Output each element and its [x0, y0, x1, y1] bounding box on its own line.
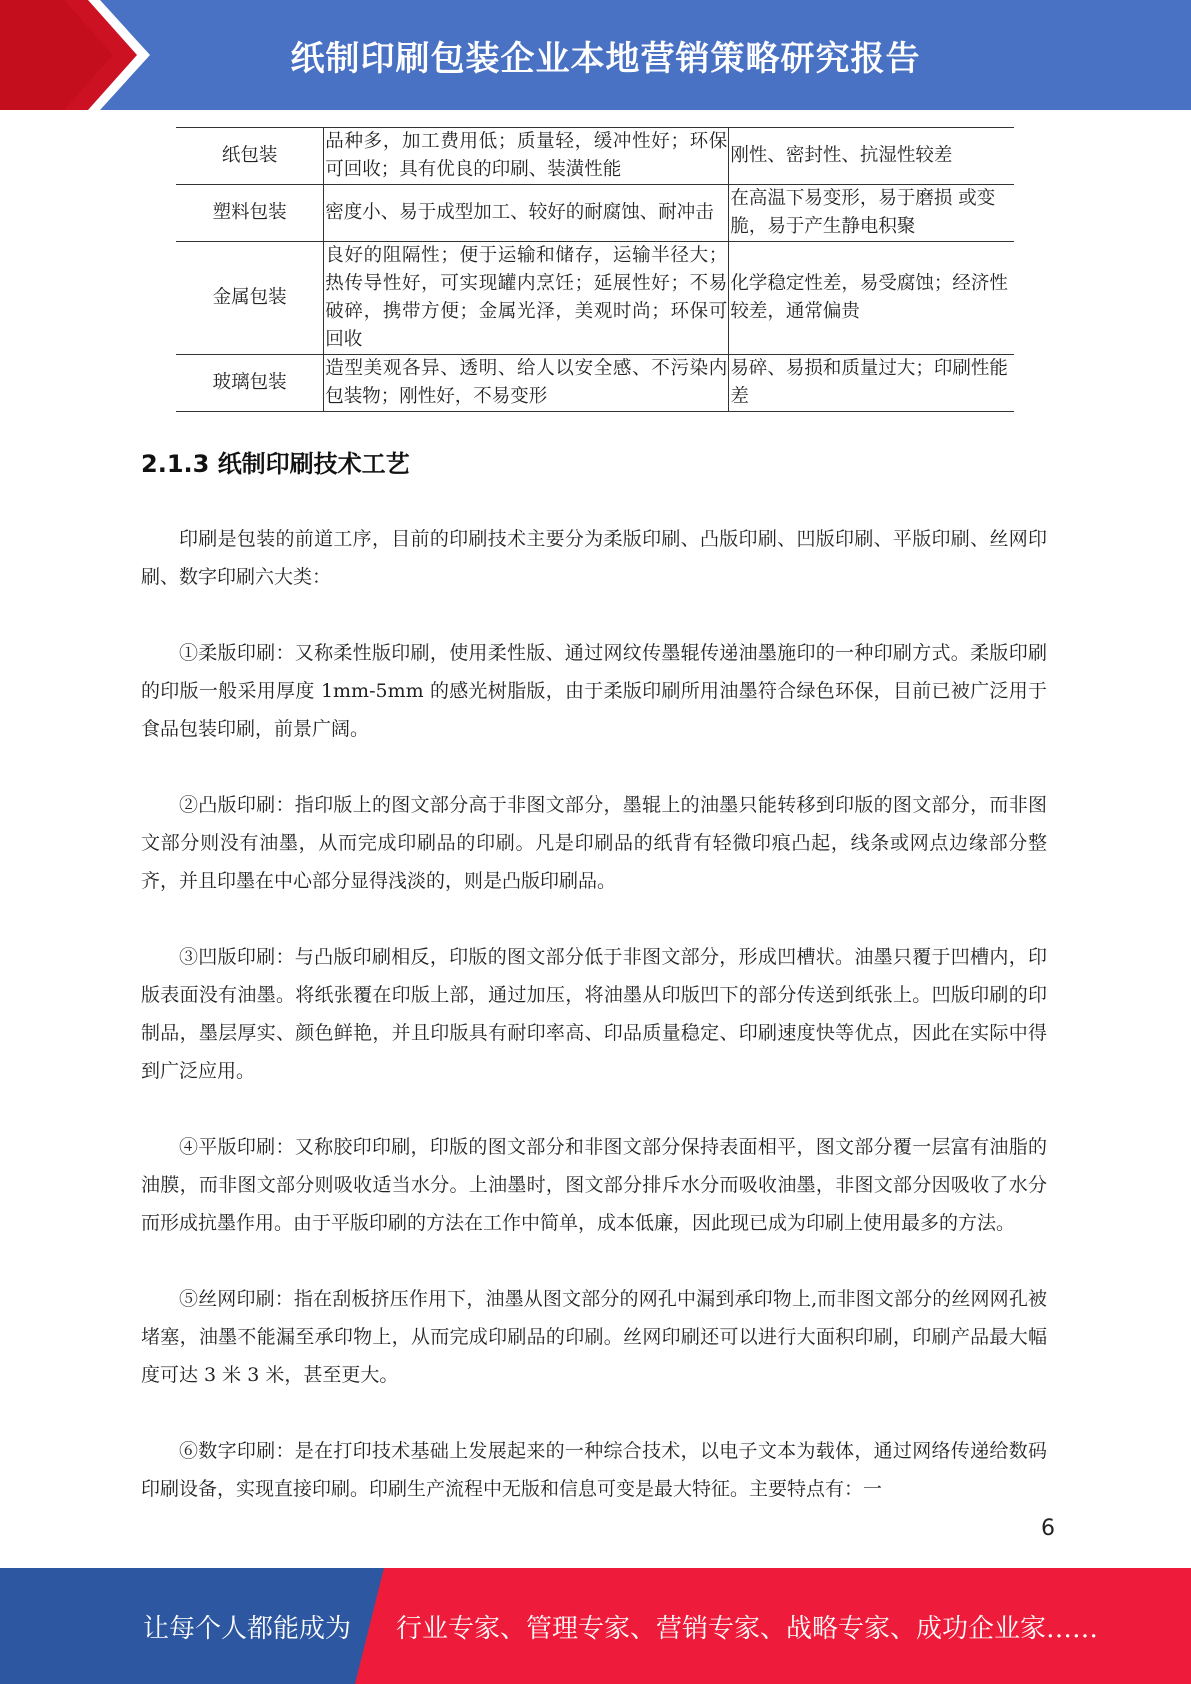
packaging-type-cell: 玻璃包装 [176, 355, 324, 412]
advantages-cell: 品种多，加工费用低；质量轻，缓冲性好；环保可回收；具有优良的印刷、装潢性能 [324, 128, 729, 185]
disadvantages-cell: 刚性、密封性、抗湿性较差 [729, 128, 1014, 185]
disadvantages-cell: 在高温下易变形，易于磨损 或变脆，易于产生静电积聚 [729, 185, 1014, 242]
page-number: 6 [1041, 1516, 1055, 1541]
table-row [176, 128, 1014, 185]
table-row [176, 185, 1014, 242]
page-header [0, 0, 1191, 110]
disadvantages-cell: 化学稳定性差，易受腐蚀；经济性较差，通常偏贵 [729, 242, 1014, 355]
table-row [176, 355, 1014, 412]
section-body [141, 520, 1047, 1546]
advantages-cell: 良好的阻隔性；便于运输和储存，运输半径大；热传导性好，可实现罐内烹饪；延展性好；不易破碎，携带方便；金属光泽，美观时尚；环保可回收 [324, 242, 729, 355]
packaging-type-cell: 纸包装 [176, 128, 324, 185]
section-heading: 2.1.3 纸制印刷技术工艺 [141, 450, 410, 478]
letterpress-printing-paragraph: ②凸版印刷：指印版上的图文部分高于非图文部分，墨辊上的油墨只能转移到印版的图文部分，而非图文部分则没有油墨，从而完成印刷品的印刷。凡是印刷品的纸背有轻微印痕凸起，线条或网点边缘部分整齐，并且印墨在中心部分显得浅淡的，则是凸版印刷品。 [141, 794, 1047, 892]
flexo-printing-paragraph: ①柔版印刷：又称柔性版印刷，使用柔性版、通过网纹传墨辊传递油墨施印的一种印刷方式。柔版印刷的印版一般采用厚度 1mm-5mm 的感光树脂版，由于柔版印刷所用油墨符合绿色环保，目前已被广泛用于食品包装印刷，前景广阔。 [141, 642, 1047, 740]
advantages-cell: 密度小、易于成型加工、较好的耐腐蚀、耐冲击 [324, 185, 729, 242]
packaging-type-cell: 金属包装 [176, 242, 324, 355]
gravure-printing-paragraph: ③凹版印刷：与凸版印刷相反，印版的图文部分低于非图文部分，形成凹槽状。油墨只覆于凹槽内，印版表面没有油墨。将纸张覆在印版上部，通过加压，将油墨从印版凹下的部分传送到纸张上。凹版印刷的印制品，墨层厚实、颜色鲜艳，并且印版具有耐印率高、印品质量稳定、印刷速度快等优点，因此在实际中得到广泛应用。 [141, 946, 1047, 1082]
screen-printing-paragraph: ⑤丝网印刷：指在刮板挤压作用下，油墨从图文部分的网孔中漏到承印物上,而非图文部分的丝网网孔被堵塞，油墨不能漏至承印物上，从而完成印刷品的印刷。丝网印刷还可以进行大面积印刷，印刷产品最大幅度可达 3 米 3 米，甚至更大。 [141, 1288, 1047, 1386]
packaging-comparison-table [176, 127, 1014, 412]
offset-printing-paragraph: ④平版印刷：又称胶印印刷，印版的图文部分和非图文部分保持表面相平，图文部分覆一层富有油脂的油膜，而非图文部分则吸收适当水分。上油墨时，图文部分排斥水分而吸收油墨，非图文部分因吸收了水分而形成抗墨作用。由于平版印刷的方法在工作中简单，成本低廉，因此现已成为印刷上使用最多的方法。 [141, 1136, 1047, 1234]
advantages-cell: 造型美观各异、透明、给人以安全感、不污染内包装物；刚性好，不易变形 [324, 355, 729, 412]
intro-paragraph: 印刷是包装的前道工序，目前的印刷技术主要分为柔版印刷、凸版印刷、凹版印刷、平版印刷、丝网印刷、数字印刷六大类： [141, 528, 1047, 588]
page-footer [0, 1568, 1191, 1684]
table-row [176, 242, 1014, 355]
digital-printing-paragraph: ⑥数字印刷：是在打印技术基础上发展起来的一种综合技术，以电子文本为载体，通过网络传递给数码印刷设备，实现直接印刷。印刷生产流程中无版和信息可变是最大特征。主要特点有：一 [141, 1440, 1047, 1500]
packaging-type-cell: 塑料包装 [176, 185, 324, 242]
footer-slogan-left: 让每个人都能成为 [143, 1613, 352, 1644]
footer-slogan-right: 行业专家、管理专家、营销专家、战略专家、成功企业家…… [396, 1613, 1099, 1644]
document-title: 纸制印刷包装企业本地营销策略研究报告 [290, 38, 921, 79]
disadvantages-cell: 易碎、易损和质量过大；印刷性能差 [729, 355, 1014, 412]
